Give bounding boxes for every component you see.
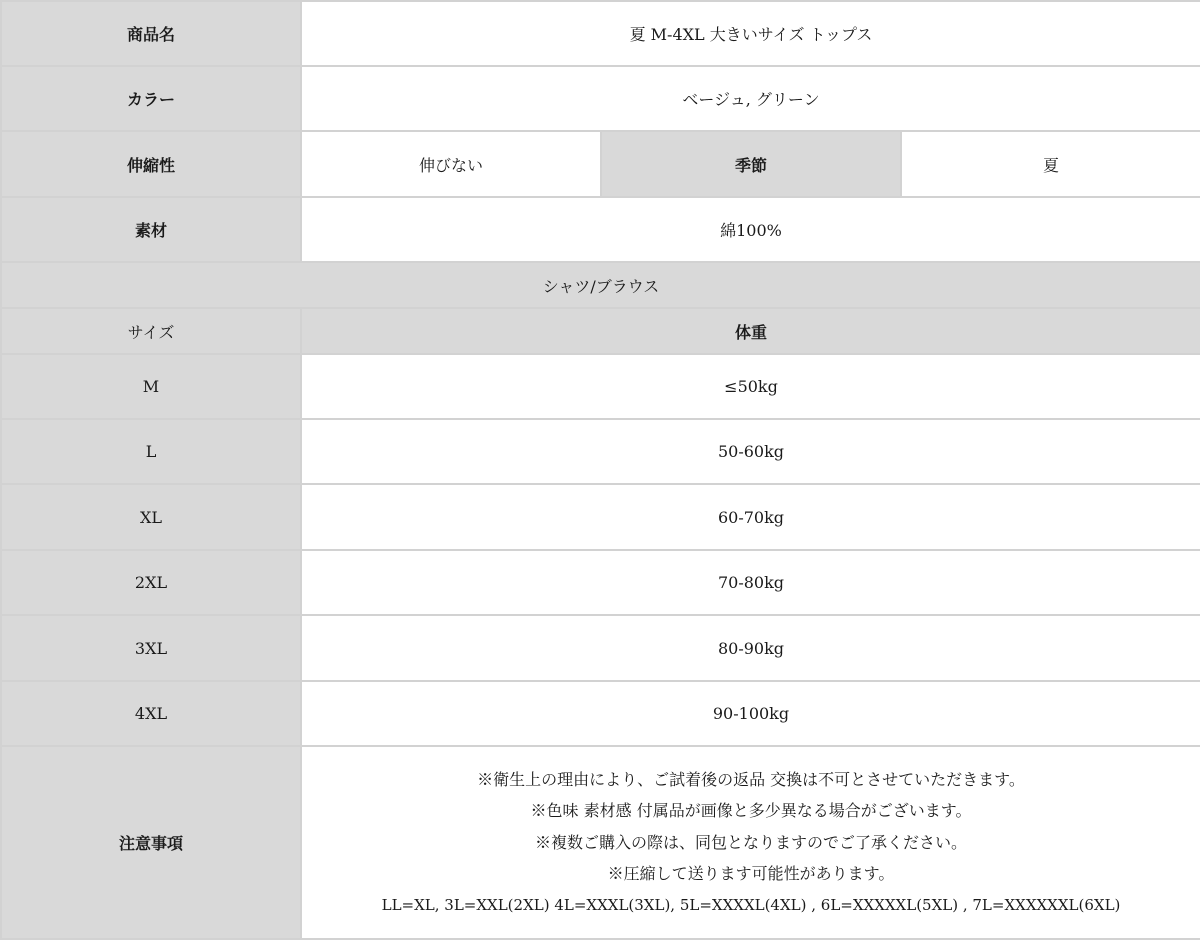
material-value: 綿100% — [301, 197, 1200, 262]
size-row — [1, 550, 1200, 615]
season-value: 夏 — [901, 131, 1200, 197]
notes-line: ※複数ご購入の際は、同包となりますのでご了承ください。 — [535, 832, 968, 852]
weight-cell: 80-90kg — [301, 615, 1200, 681]
size-column-header-row — [1, 308, 1200, 354]
material-label: 素材 — [1, 197, 301, 262]
size-row — [1, 484, 1200, 550]
product-name-row — [1, 1, 1200, 66]
color-value: ベージュ, グリーン — [301, 66, 1200, 131]
size-equivalence-line: LL=XL, 3L=XXL(2XL) 4L=XXXL(3XL), 5L=XXXXL(4XL) , 6L=XXXXXL(5XL) , 7L=XXXXXXL(6XL) — [381, 895, 1121, 914]
size-cell: M — [1, 354, 301, 419]
product-name-label: 商品名 — [1, 1, 301, 66]
notes-line: ※色味 素材感 付属品が画像と多少異なる場合がございます。 — [530, 801, 972, 821]
season-label: 季節 — [601, 131, 901, 197]
weight-cell: 90-100kg — [301, 681, 1200, 746]
stretch-label: 伸縮性 — [1, 131, 301, 197]
weight-cell: 50-60kg — [301, 419, 1200, 484]
notes-label: 注意事項 — [1, 746, 301, 939]
weight-cell: 70-80kg — [301, 550, 1200, 615]
size-row — [1, 681, 1200, 746]
size-cell: XL — [1, 484, 301, 550]
notes-line: ※衛生上の理由により、ご試着後の返品 交換は不可とさせていただきます。 — [477, 769, 1025, 789]
notes-cell — [301, 746, 1200, 939]
notes-row — [1, 746, 1200, 939]
size-row — [1, 354, 1200, 419]
size-row — [1, 615, 1200, 681]
material-row — [1, 197, 1200, 262]
product-name-value: 夏 M-4XL 大きいサイズ トップス — [301, 1, 1200, 66]
size-cell: 4XL — [1, 681, 301, 746]
stretch-season-row — [1, 131, 1200, 197]
size-section-title: シャツ/ブラウス — [1, 262, 1200, 308]
size-row — [1, 419, 1200, 484]
stretch-value: 伸びない — [301, 131, 601, 197]
weight-column-header: 体重 — [301, 308, 1200, 354]
size-cell: L — [1, 419, 301, 484]
size-cell: 2XL — [1, 550, 301, 615]
size-section-header-row — [1, 262, 1200, 308]
color-label: カラー — [1, 66, 301, 131]
size-cell: 3XL — [1, 615, 301, 681]
size-column-header: サイズ — [1, 308, 301, 354]
weight-cell: ≤50kg — [301, 354, 1200, 419]
weight-cell: 60-70kg — [301, 484, 1200, 550]
notes-line: ※圧縮して送ります可能性があります。 — [607, 864, 895, 884]
color-row — [1, 66, 1200, 131]
